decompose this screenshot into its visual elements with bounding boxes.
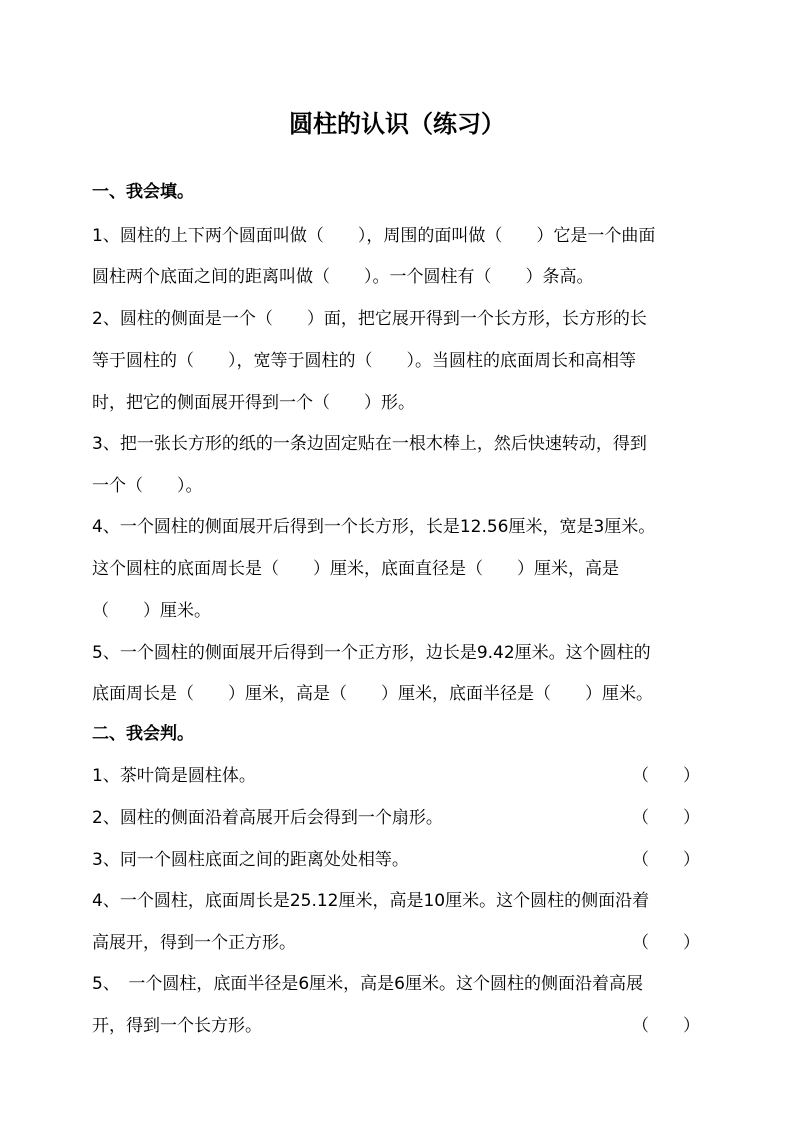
judge-line-1: 1、茶叶筒是圆柱体。 xyxy=(92,766,256,786)
judge-answer-4: （ ） xyxy=(632,933,700,953)
judge-line-2: 2、圆柱的侧面沿着高展开后会得到一个扇形。 xyxy=(92,808,443,828)
fill-line-11: 5、一个圆柱的侧面展开后得到一个正方形，边长是9.42厘米。这个圆柱的 xyxy=(92,643,651,663)
fill-line-10: （ ）厘米。 xyxy=(92,601,211,621)
judge-answer-3: （ ） xyxy=(632,850,700,870)
fill-line-5: 时，把它的侧面展开得到一个（ ）形。 xyxy=(92,393,415,413)
judge-line-7: 开，得到一个长方形。 xyxy=(92,1016,262,1036)
fill-line-8: 4、一个圆柱的侧面展开后得到一个长方形，长是12.56厘米，宽是3厘米。 xyxy=(92,517,656,537)
fill-line-3: 2、圆柱的侧面是一个（ ）面，把它展开得到一个长方形，长方形的长 xyxy=(92,309,647,329)
judge-line-5: 高展开，得到一个正方形。 xyxy=(92,933,296,953)
judge-answer-1: （ ） xyxy=(632,766,700,786)
fill-line-2: 圆柱两个底面之间的距离叫做（ ）。一个圆柱有（ ）条高。 xyxy=(92,267,594,287)
fill-line-1: 1、圆柱的上下两个圆面叫做（ ），周围的面叫做（ ）它是一个曲面 xyxy=(92,226,656,246)
fill-line-12: 底面周长是（ ）厘米，高是（ ）厘米，底面半径是（ ）厘米。 xyxy=(92,684,653,704)
fill-line-4: 等于圆柱的（ ），宽等于圆柱的（ ）。当圆柱的底面周长和高相等 xyxy=(92,351,636,371)
judge-answer-5: （ ） xyxy=(632,1016,700,1036)
page-title: 圆柱的认识（练习） xyxy=(289,110,505,138)
judge-line-6: 5、 一个圆柱，底面半径是6厘米，高是6厘米。这个圆柱的侧面沿着高展 xyxy=(92,974,643,994)
judge-line-4: 4、一个圆柱，底面周长是25.12厘米，高是10厘米。这个圆柱的侧面沿着 xyxy=(92,891,650,911)
judge-answer-2: （ ） xyxy=(632,808,700,828)
section-1-heading: 一、我会填。 xyxy=(92,182,194,202)
section-2-heading: 二、我会判。 xyxy=(92,724,194,744)
fill-line-6: 3、把一张长方形的纸的一条边固定贴在一根木棒上，然后快速转动，得到 xyxy=(92,434,647,454)
judge-line-3: 3、同一个圆柱底面之间的距离处处相等。 xyxy=(92,850,409,870)
fill-line-9: 这个圆柱的底面周长是（ ）厘米，底面直径是（ ）厘米，高是 xyxy=(92,559,619,579)
fill-line-7: 一个（ ）。 xyxy=(92,476,203,496)
